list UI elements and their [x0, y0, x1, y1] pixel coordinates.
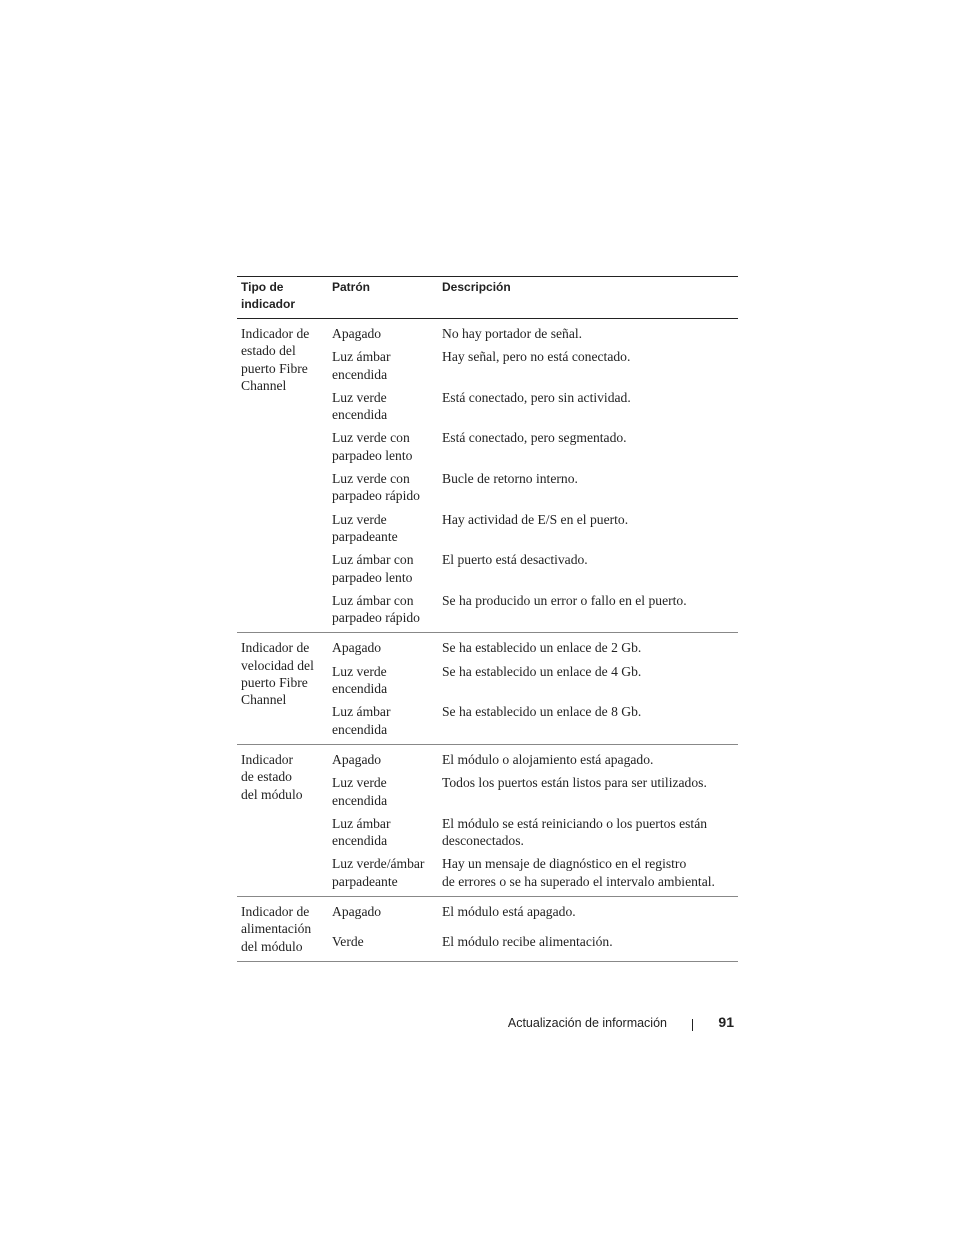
- table-row: [237, 633, 738, 663]
- table-row: [237, 897, 738, 933]
- description-cell: Hay un mensaje de diagnóstico en el registro de errores o se ha superado el intervalo ambiental.: [442, 856, 715, 889]
- description-cell: El módulo está apagado.: [442, 904, 576, 920]
- table-header-row: [237, 277, 738, 319]
- description-cell: Bucle de retorno interno.: [442, 471, 578, 487]
- description-cell: El módulo se está reiniciando o los puertos están desconectados.: [442, 815, 708, 849]
- page-number: 91: [718, 1014, 734, 1030]
- pattern-cell: Luz ámbar encendida: [332, 704, 391, 737]
- pattern-cell: Luz verde/ámbar parpadeante: [332, 856, 425, 889]
- indicator-type-cell: Indicador de alimentación del módulo: [241, 904, 312, 954]
- description-cell: El módulo recibe alimentación.: [442, 933, 613, 949]
- pattern-cell: Luz verde encendida: [332, 663, 388, 697]
- description-cell: Hay actividad de E/S en el puerto.: [442, 511, 629, 527]
- header-description: Descripción: [442, 280, 511, 294]
- table-row: [237, 744, 738, 774]
- pattern-cell: Apagado: [332, 904, 382, 920]
- footer-title: Actualización de información: [507, 1016, 667, 1030]
- pattern-cell: Luz verde con parpadeo rápido: [332, 471, 420, 504]
- footer-separator: [692, 1019, 693, 1031]
- pattern-cell: Luz verde parpadeante: [332, 511, 398, 544]
- header-indicator-type: Tipo de indicador: [241, 280, 296, 311]
- description-cell: El puerto está desactivado.: [442, 552, 588, 568]
- description-cell: Hay señal, pero no está conectado.: [442, 349, 631, 365]
- description-cell: Se ha establecido un enlace de 8 Gb.: [442, 704, 642, 720]
- description-cell: Se ha establecido un enlace de 2 Gb.: [442, 640, 642, 656]
- pattern-cell: Luz ámbar encendida: [332, 349, 391, 382]
- description-cell: Se ha producido un error o fallo en el puerto.: [442, 592, 687, 608]
- pattern-cell: Verde: [332, 933, 364, 949]
- pattern-cell: Luz verde encendida: [332, 775, 388, 808]
- indicator-type-cell: Indicador de estado del módulo: [241, 751, 303, 802]
- pattern-cell: Apagado: [332, 326, 382, 341]
- table-row: [237, 319, 738, 349]
- indicator-table: [237, 276, 738, 962]
- pattern-cell: Luz verde con parpadeo lento: [332, 430, 413, 463]
- description-cell: Todos los puertos están listos para ser utilizados.: [442, 775, 707, 791]
- pattern-cell: Apagado: [332, 640, 382, 656]
- description-cell: Se ha establecido un enlace de 4 Gb.: [442, 663, 642, 679]
- description-cell: Está conectado, pero segmentado.: [442, 430, 627, 446]
- header-pattern: Patrón: [332, 280, 371, 294]
- pattern-cell: Luz verde encendida: [332, 389, 388, 423]
- pattern-cell: Luz ámbar con parpadeo rápido: [332, 592, 420, 626]
- description-cell: Está conectado, pero sin actividad.: [442, 389, 631, 405]
- pattern-cell: Luz ámbar encendida: [332, 815, 391, 849]
- indicator-type-cell: Indicador de estado del puerto Fibre Channel: [241, 326, 310, 393]
- description-cell: No hay portador de señal.: [442, 326, 583, 341]
- table-body: [237, 319, 738, 962]
- pattern-cell: Luz ámbar con parpadeo lento: [332, 552, 414, 585]
- indicator-type-cell: Indicador de velocidad del puerto Fibre Channel: [241, 640, 314, 708]
- description-cell: El módulo o alojamiento está apagado.: [442, 751, 654, 767]
- page-footer: [480, 1014, 734, 1034]
- pattern-cell: Apagado: [332, 751, 382, 767]
